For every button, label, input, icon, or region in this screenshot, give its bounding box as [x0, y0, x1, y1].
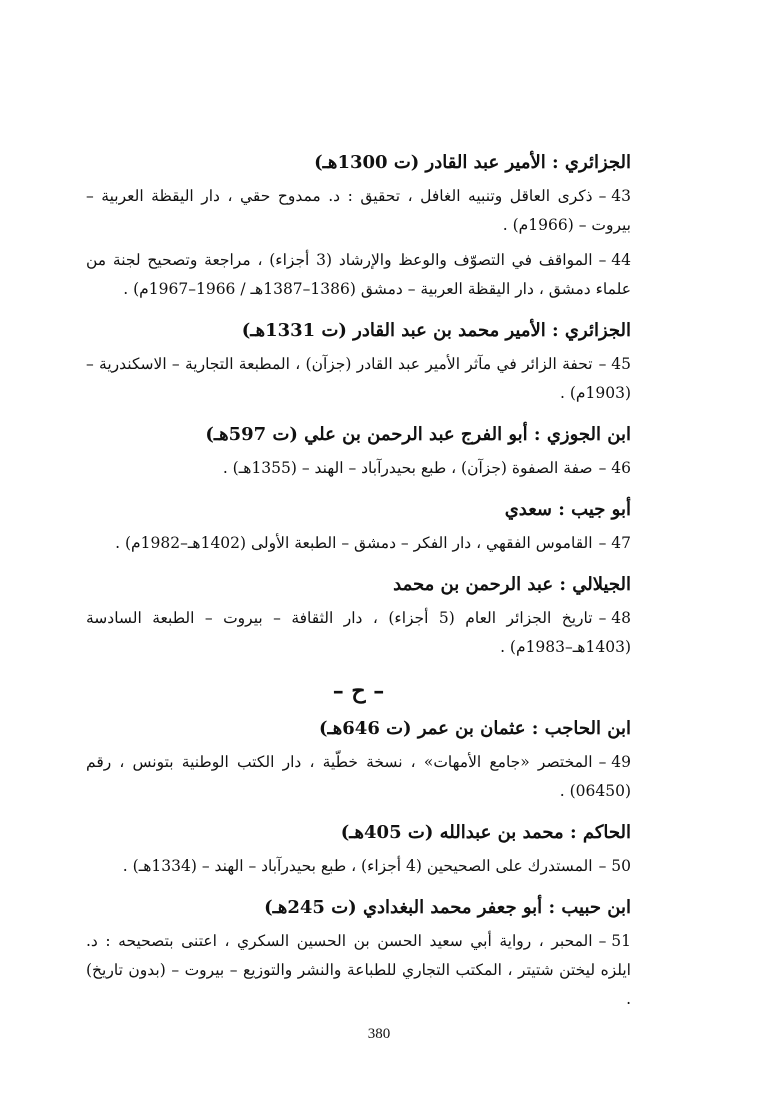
author-heading: الجيلالي : عبد الرحمن بن محمد — [393, 574, 631, 595]
author-heading: الحاكم : محمد بن عبدالله (ت 405هـ) — [340, 822, 631, 843]
entry-number: 44 – — [598, 251, 631, 269]
entry-text: القاموس الفقهي ، دار الفكر – دمشق – الطبعة الأولى (1402هـ–1982م) . — [115, 534, 593, 552]
entry-text: صفة الصفوة (جزآن) ، طبع بحيدرآباد – الهند – (1355هـ) . — [222, 459, 593, 477]
entry-text: تحفة الزائر في مآثر الأمير عبد القادر (جزآن) ، المطبعة التجارية – الاسكندرية – (1903م) . — [86, 355, 631, 402]
entry-number: 51 – — [598, 932, 631, 950]
entry-number: 49 – — [598, 753, 631, 771]
bibliography-entry — [86, 604, 631, 662]
author-group — [86, 716, 631, 806]
bibliography-entry — [86, 350, 631, 408]
author-heading: أبو جيب : سعدي — [504, 499, 631, 520]
entry-number: 45 – — [598, 355, 631, 373]
author-group — [86, 572, 631, 662]
author-group — [86, 422, 631, 483]
bibliography-entry — [86, 852, 631, 881]
author-heading: الجزائري : الأمير عبد القادر (ت 1300هـ) — [314, 152, 631, 173]
author-group — [86, 497, 631, 558]
entry-text: المستدرك على الصحيحين (4 أجزاء) ، طبع بحيدرآباد – الهند – (1334هـ) . — [122, 857, 593, 875]
page-number: 380 — [367, 1026, 391, 1042]
author-group — [86, 895, 631, 1014]
entry-text: المواقف في التصوّف والوعظ والإرشاد (3 أجزاء) ، مراجعة وتصحيح لجنة من علماء دمشق ، دار اليقظة العربية – دمشق (1386–1387هـ / 1966–1967م) . — [86, 251, 631, 298]
author-heading: ابن الجوزي : أبو الفرج عبد الرحمن بن علي (ت 597هـ) — [205, 424, 631, 445]
bibliography-entry — [86, 182, 631, 240]
entry-number: 46 – — [598, 459, 631, 477]
entry-number: 47 – — [598, 534, 631, 552]
entry-number: 48 – — [598, 609, 631, 627]
entry-number: 43 – — [598, 187, 631, 205]
author-heading: ابن الحاجب : عثمان بن عمر (ت 646هـ) — [318, 718, 631, 739]
bibliography-entry — [86, 927, 631, 1014]
bibliography-entry — [86, 529, 631, 558]
author-heading: ابن حبيب : أبو جعفر محمد البغدادي (ت 245هـ) — [264, 897, 631, 918]
entry-text: المختصر «جامع الأمهات» ، نسخة خطّية ، دار الكتب الوطنية بتونس ، رقم (06450) . — [86, 753, 631, 800]
bibliography-entry — [86, 454, 631, 483]
entry-text: ذكرى العاقل وتنبيه الغافل ، تحقيق : د. ممدوح حقي ، دار اليقظة العربية – بيروت – (1966م) . — [86, 187, 631, 234]
entry-number: 50 – — [598, 857, 631, 875]
bibliography-entry — [86, 246, 631, 304]
entry-text: تاريخ الجزائر العام (5 أجزاء) ، دار الثقافة – بيروت – الطبعة السادسة (1403هـ–1983م) . — [86, 609, 631, 656]
entry-text: المحبر ، رواية أبي سعيد الحسن بن الحسين السكري ، اعتنى بتصحيحه : د. ايلزه ليختن شتيتر ، المكتب التجاري للطباعة والنشر والتوزيع – بيروت – (بدون تاريخ) . — [86, 932, 631, 1008]
author-group — [86, 820, 631, 881]
author-heading: الجزائري : الأمير محمد بن عبد القادر (ت 1331هـ) — [241, 320, 631, 341]
section-letter: – ح – — [332, 678, 385, 704]
author-group — [86, 150, 631, 304]
bibliography-page — [86, 150, 631, 1028]
bibliography-entry — [86, 748, 631, 806]
author-group — [86, 318, 631, 408]
